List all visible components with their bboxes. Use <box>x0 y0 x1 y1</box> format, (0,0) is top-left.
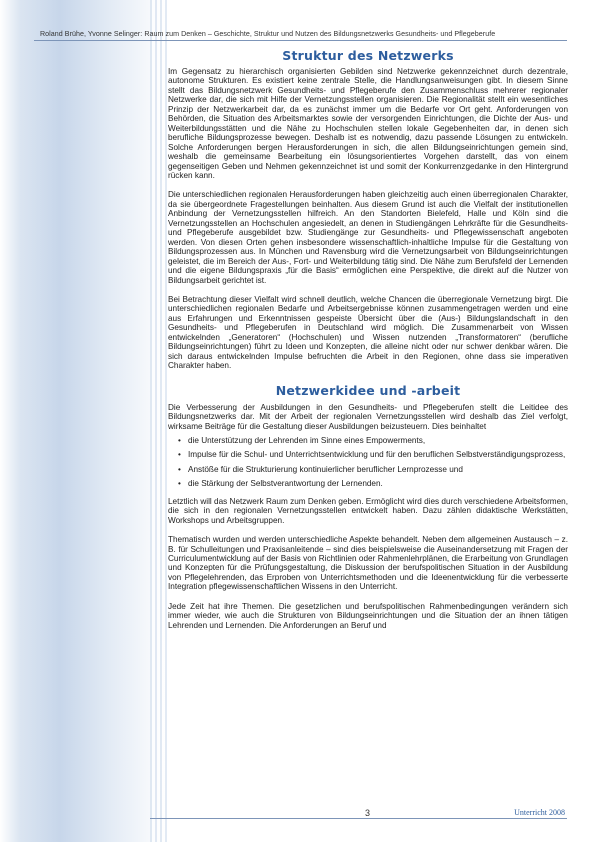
page-number: 3 <box>365 808 371 818</box>
list-item: • die Stärkung der Selbstverantwortung der Lernenden. <box>178 479 568 488</box>
paragraph: Die Verbesserung der Ausbildungen in den Gesundheits- und Pflegeberufen stellt die Leitidee des Bildungsnetzwerks dar. Mit der Arbeit der regionalen Vernetzungsstellen wird deshalb das Ziel verfolgt, wirksame Beiträge für die Gestaltung dieser Ausbildungen beizusteuern. Dies beinhaltet <box>168 402 568 431</box>
paragraph: Jede Zeit hat ihre Themen. Die gesetzlichen und berufspolitischen Rahmenbedingungen verändern sich immer wieder, wie auch die Strukturen von Bildungseinrichtungen und die Situation der an ihnen tätigen Lehrenden und Lernenden. Die Anforderungen an Beruf und <box>168 601 568 630</box>
paragraph: Die unterschiedlichen regionalen Herausforderungen haben gleichzeitig auch einen überregionalen Charakter, da sie übergeordnete Fragestellungen beinhalten. Aus diesem Grund ist auch die Vielfalt der institutionellen Anbindung der Vernetzungsstellen hilfreich. An den Standorten Bielefeld, Halle und Köln sind die Vernetzungsstellen an Hochschulen angesiedelt, an denen in Studiengängen Lehrkräfte für die Gesundheits- und Pflegeberufe ausgebildet bzw. Studiengänge zur Gesundheits- und Pflegewissenschaft angeboten werden. Von diesen Orten gehen insbesondere wissenschaftlich-inhaltliche Impulse für die Gestaltung von Bildungsprozessen aus. In München und Ravensburg wird die Vernetzungsarbeit von Bildungseinrichtungen geleistet, die im Bereich der Aus-, Fort- und Weiterbildung tätig sind. Die Nähe zum Berufsfeld der Lernenden und die eigene Bildungspraxis „für die Basis“ ermöglichen eine Perspektive, die direkt auf die Nutzer von Bildungsarbeit gerichtet ist. <box>168 190 568 285</box>
list-item: • Anstöße für die Strukturierung kontinuierlicher beruflicher Lernprozesse und <box>178 465 568 474</box>
decorative-side-band <box>0 0 168 842</box>
section-title-network-idea: Netzwerkidee und -arbeit <box>275 382 461 398</box>
section-title-structure: Struktur des Netzwerks <box>282 48 454 63</box>
running-head: Roland Brühe, Yvonne Selinger: Raum zum Denken – Geschichte, Struktur und Nutzen des Bildungsnetzwerks Gesundheits- und Pflegeberufe <box>40 30 496 38</box>
paragraph: Bei Betrachtung dieser Vielfalt wird schnell deutlich, welche Chancen die überregionale Vernetzung birgt. Die unterschiedlichen regionalen Bedarfe und Arbeitsergebnisse können zusammengetragen werden und eine aus Erfahrungen und Erkenntnissen gespeiste Übersicht über die (Aus-) Bildungslandschaft in den Gesundheits- und Pflegeberufen in Deutschland wird möglich. Die Zusammenarbeit von Wissen entwickelnden „Generatoren“ (Hochschulen) und Wissen nutzenden „Transformatoren“ (berufliche Bildungseinrichtungen) führt zu Ideen und Konzepten, die alleine nicht oder nur schwer denkbar wären. Die sich daraus entwickelnden Impulse befruchten die Arbeit in den Regionen, ohne dass sie imperativen Charakter haben. <box>168 294 568 371</box>
paragraph: Im Gegensatz zu hierarchisch organisierten Gebilden sind Netzwerke gekennzeichnet durch dezentrale, autonome Strukturen. Es existiert keine zentrale Stelle, die Handlungsanweisungen gibt. In diesem Sinne stellt das Bildungsnetzwerk Gesundheits- und Pflegeberufe den Zusammenschluss mehrerer regionaler Netzwerke dar, die sich mit Hilfe der Vernetzungsstellen organisieren. Die Regionalität stellt ein wesentliches Prinzip der Netzwerkarbeit dar, da es zunächst immer um die Bedarfe vor Ort geht. Anforderungen von Behörden, die Situation des Arbeitsmarktes sowie der versorgenden Einrichtungen, die Dichte der Aus- und Weiterbildungsstätten und die Nähe zu Hochschulen stellen lokale Gegebenheiten dar, in denen sich berufliche Bildungsprozesse bewegen. Deshalb ist es notwendig, dazu passende Lösungen zu entwickeln. Solche Anforderungen bergen Herausforderungen in sich, die allen Bildungseinrichtungen gemein sind, weshalb die gemeinsame Bearbeitung ein lösungsorientiertes Vorgehen darstellt, das von einem gegenseitigen Geben und Nehmen gekennzeichnet ist und somit der Konkurrenzgedanke in den Hintergrund rücken kann. <box>168 67 568 180</box>
paragraph: Thematisch wurden und werden unterschiedliche Aspekte behandelt. Neben dem allgemeinen Austausch – z. B. für Schulleitungen und Praxisanleitende – sind dies beispielsweise die Auseinandersetzung mit Fragen der Curriculumentwicklung auf der Basis von Richtlinien oder Rahmenlehrplänen, die Erarbeitung von Grundlagen und Konzepten für die Prüfungsgestaltung, die Diskussion der berufspolitischen Situation in der Ausbildung von Pflegelehrenden, das Erproben von Unterrichtsmethoden und die Ideenentwicklung für die verbesserte Integration pflegewissenschaftlichen Wissens in den Unterricht. <box>168 535 568 592</box>
decorative-stripes <box>150 0 168 842</box>
header-rule <box>34 40 567 41</box>
list-item: • Impulse für die Schul- und Unterrichtsentwicklung und für den beruflichen Selbstverständigungsprozess, <box>178 450 568 459</box>
bullet-list <box>168 436 568 489</box>
footer-brand: Unterricht 2008 <box>514 808 565 817</box>
paragraph: Letztlich will das Netzwerk Raum zum Denken geben. Ermöglicht wird dies durch verschiedene Arbeitsformen, die sich in den regionalen Vernetzungsstellen entwickelt haben. Dazu zählen didaktische Werkstätten, Workshops und Arbeitsgruppen. <box>168 496 568 525</box>
list-item: • die Unterstützung der Lehrenden im Sinne eines Empowerments, <box>178 436 568 445</box>
article-body <box>168 48 568 640</box>
footer-rule <box>150 818 567 819</box>
